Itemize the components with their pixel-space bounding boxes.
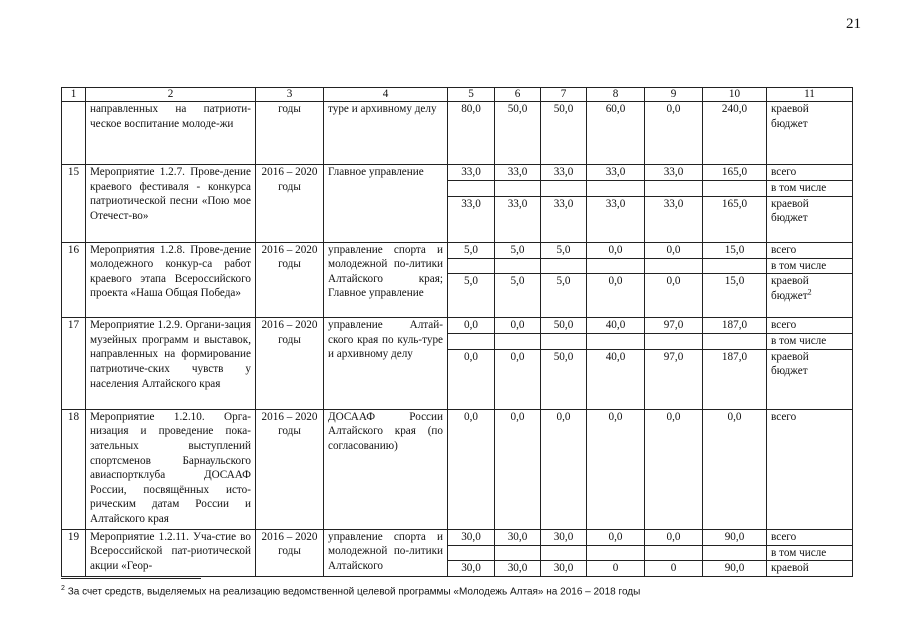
funding-value: 0 (587, 561, 645, 577)
period: годы (256, 102, 324, 165)
funding-value: 33,0 (495, 196, 541, 242)
funding-value: 97,0 (645, 318, 703, 334)
row-number: 15 (62, 165, 86, 243)
activity-name: Мероприятие 1.2.10. Орга-низация и проведение пока-зательных выступлений спортсменов Барнаульского авиаспортклуба ДОСААФ России, посвящённых исто-рическим датам России и Алтайского края (86, 409, 256, 529)
row-number (62, 102, 86, 165)
funding-value: 0,0 (541, 409, 587, 529)
funding-value: 0,0 (587, 529, 645, 545)
footnote-text: За счет средств, выделяемых на реализацию ведомственной целевой программы «Молодежь Алтая» на 2016 – 2018 годы (67, 586, 641, 598)
funding-value (703, 258, 767, 274)
funding-source (767, 102, 853, 165)
funding-value: 5,0 (495, 242, 541, 258)
funding-value: 33,0 (645, 196, 703, 242)
funding-value: 15,0 (703, 242, 767, 258)
funding-value: 90,0 (703, 529, 767, 545)
executor: ДОСААФ России Алтайского края (по согласованию) (324, 409, 448, 529)
funding-value: 30,0 (448, 529, 495, 545)
funding-source-label: краевой (771, 562, 809, 575)
funding-value (541, 258, 587, 274)
funding-value: 165,0 (703, 165, 767, 181)
table-row (62, 529, 853, 545)
table-row (62, 165, 853, 181)
funding-source (767, 318, 853, 334)
funding-source-label: краевой бюджет (771, 197, 809, 225)
funding-value: 15,0 (703, 274, 767, 318)
period: 2016 – 2020 годы (256, 242, 324, 318)
funding-value (587, 258, 645, 274)
funding-value: 50,0 (541, 349, 587, 409)
funding-value (645, 334, 703, 350)
funding-value: 0,0 (703, 409, 767, 529)
funding-value: 33,0 (645, 165, 703, 181)
funding-value: 0,0 (587, 409, 645, 529)
funding-value (495, 258, 541, 274)
column-header: 7 (541, 88, 587, 102)
funding-value: 33,0 (541, 165, 587, 181)
funding-value: 165,0 (703, 196, 767, 242)
period: 2016 – 2020 годы (256, 318, 324, 410)
funding-value: 0,0 (448, 409, 495, 529)
funding-source-label: всего (771, 166, 797, 178)
funding-value: 33,0 (587, 165, 645, 181)
funding-value: 187,0 (703, 318, 767, 334)
funding-value: 80,0 (448, 102, 495, 165)
funding-source-label: в том числе (771, 546, 827, 559)
funding-source-label: в том числе (771, 182, 827, 194)
funding-value (645, 181, 703, 197)
funding-value: 0,0 (645, 409, 703, 529)
table-row (62, 102, 853, 165)
column-header: 3 (256, 88, 324, 102)
funding-value: 5,0 (541, 242, 587, 258)
funding-source-label: всего (771, 530, 797, 543)
funding-source (767, 561, 853, 577)
funding-source (767, 409, 853, 529)
funding-value: 187,0 (703, 349, 767, 409)
column-header: 2 (86, 88, 256, 102)
funding-source-label: всего (771, 243, 797, 256)
column-header: 9 (645, 88, 703, 102)
funding-value: 0,0 (495, 318, 541, 334)
funding-value (541, 334, 587, 350)
funding-source-label: в том числе (771, 259, 827, 272)
funding-value: 90,0 (703, 561, 767, 577)
funding-value (541, 181, 587, 197)
column-header: 4 (324, 88, 448, 102)
row-number: 17 (62, 318, 86, 410)
funding-value: 30,0 (448, 561, 495, 577)
funding-source-label: в том числе (771, 335, 827, 348)
funding-value: 40,0 (587, 318, 645, 334)
funding-value: 5,0 (495, 274, 541, 318)
executor: Главное управление (324, 165, 448, 243)
funding-value: 5,0 (541, 274, 587, 318)
funding-value: 33,0 (495, 165, 541, 181)
executor: управление спорта и молодежной по-литики Алтайского (324, 529, 448, 577)
activity-name: Мероприятие 1.2.7. Прове-дение краевого фестиваля - конкурса патриотической песни «Пою мое Отечест-во» (86, 165, 256, 243)
funding-value: 240,0 (703, 102, 767, 165)
funding-value: 50,0 (495, 102, 541, 165)
funding-value: 50,0 (541, 102, 587, 165)
column-header: 11 (767, 88, 853, 102)
funding-value (703, 334, 767, 350)
table-row (62, 409, 853, 529)
funding-source (767, 545, 853, 561)
funding-value: 30,0 (495, 561, 541, 577)
funding-value: 97,0 (645, 349, 703, 409)
funding-value: 0,0 (495, 349, 541, 409)
funding-source (767, 258, 853, 274)
funding-source-label: краевой бюджет (771, 275, 809, 302)
funding-value (587, 334, 645, 350)
funding-source-label: краевой бюджет (771, 103, 809, 130)
funding-value: 33,0 (587, 196, 645, 242)
column-header: 6 (495, 88, 541, 102)
funding-value (645, 258, 703, 274)
funding-source-label: всего (771, 410, 797, 423)
funding-value: 33,0 (448, 165, 495, 181)
funding-source-label: краевой бюджет (771, 350, 809, 378)
footnote-divider (61, 578, 201, 579)
funding-source (767, 334, 853, 350)
column-header: 1 (62, 88, 86, 102)
row-number: 19 (62, 529, 86, 577)
activity-name: Мероприятие 1.2.11. Уча-стие во Всероссийской пат-риотической акции «Геор- (86, 529, 256, 577)
funding-source-label: всего (771, 319, 797, 332)
funding-value: 40,0 (587, 349, 645, 409)
funding-value: 0,0 (448, 349, 495, 409)
funding-value (448, 258, 495, 274)
funding-value (495, 334, 541, 350)
funding-value: 5,0 (448, 242, 495, 258)
column-header: 10 (703, 88, 767, 102)
funding-source (767, 274, 853, 318)
funding-value: 33,0 (448, 196, 495, 242)
executor: туре и архивному делу (324, 102, 448, 165)
funding-source (767, 242, 853, 258)
funding-value: 5,0 (448, 274, 495, 318)
table-row (62, 318, 853, 334)
funding-value: 0,0 (645, 529, 703, 545)
header-row (62, 88, 853, 102)
funding-value (495, 181, 541, 197)
funding-source (767, 196, 853, 242)
footnote-reference: 2 (807, 287, 812, 297)
funding-source (767, 349, 853, 409)
funding-value: 0,0 (587, 242, 645, 258)
funding-source (767, 181, 853, 197)
funding-value (587, 545, 645, 561)
page-number: 21 (846, 16, 861, 32)
table-row (62, 242, 853, 258)
funding-source (767, 165, 853, 181)
period: 2016 – 2020 годы (256, 529, 324, 577)
footnote-mark: 2 (61, 585, 65, 592)
row-number: 18 (62, 409, 86, 529)
funding-value: 30,0 (541, 529, 587, 545)
activity-name: направленных на патриоти-ческое воспитание молоде-жи (86, 102, 256, 165)
program-activities-table (61, 87, 853, 577)
funding-value: 30,0 (495, 529, 541, 545)
column-header: 5 (448, 88, 495, 102)
funding-value (541, 545, 587, 561)
funding-value (495, 545, 541, 561)
funding-source (767, 529, 853, 545)
funding-value: 0,0 (448, 318, 495, 334)
funding-value: 0,0 (495, 409, 541, 529)
executor: управление Алтай-ского края по куль-туре и архивному делу (324, 318, 448, 410)
footnote (61, 585, 640, 597)
funding-value: 60,0 (587, 102, 645, 165)
period: 2016 – 2020 годы (256, 409, 324, 529)
funding-value (645, 545, 703, 561)
funding-value: 50,0 (541, 318, 587, 334)
column-header: 8 (587, 88, 645, 102)
funding-value (448, 181, 495, 197)
row-number: 16 (62, 242, 86, 318)
funding-value: 30,0 (541, 561, 587, 577)
funding-value: 33,0 (541, 196, 587, 242)
period: 2016 – 2020 годы (256, 165, 324, 243)
executor: управление спорта и молодежной по-литики Алтайского края; Главное управление (324, 242, 448, 318)
funding-value: 0,0 (645, 242, 703, 258)
funding-value: 0,0 (645, 102, 703, 165)
funding-value (703, 181, 767, 197)
funding-value (703, 545, 767, 561)
funding-value: 0,0 (587, 274, 645, 318)
funding-value (448, 545, 495, 561)
activity-name: Мероприятия 1.2.8. Прове-дение молодежного конкур-са работ краевого этапа Всероссийского проекта «Наша Общая Победа» (86, 242, 256, 318)
funding-value (448, 334, 495, 350)
funding-value: 0,0 (645, 274, 703, 318)
funding-value (587, 181, 645, 197)
activity-name: Мероприятие 1.2.9. Органи-зация музейных программ и выставок, направленных на формирование патриотиче-ских чувств у населения Алтайского края (86, 318, 256, 410)
funding-value: 0 (645, 561, 703, 577)
